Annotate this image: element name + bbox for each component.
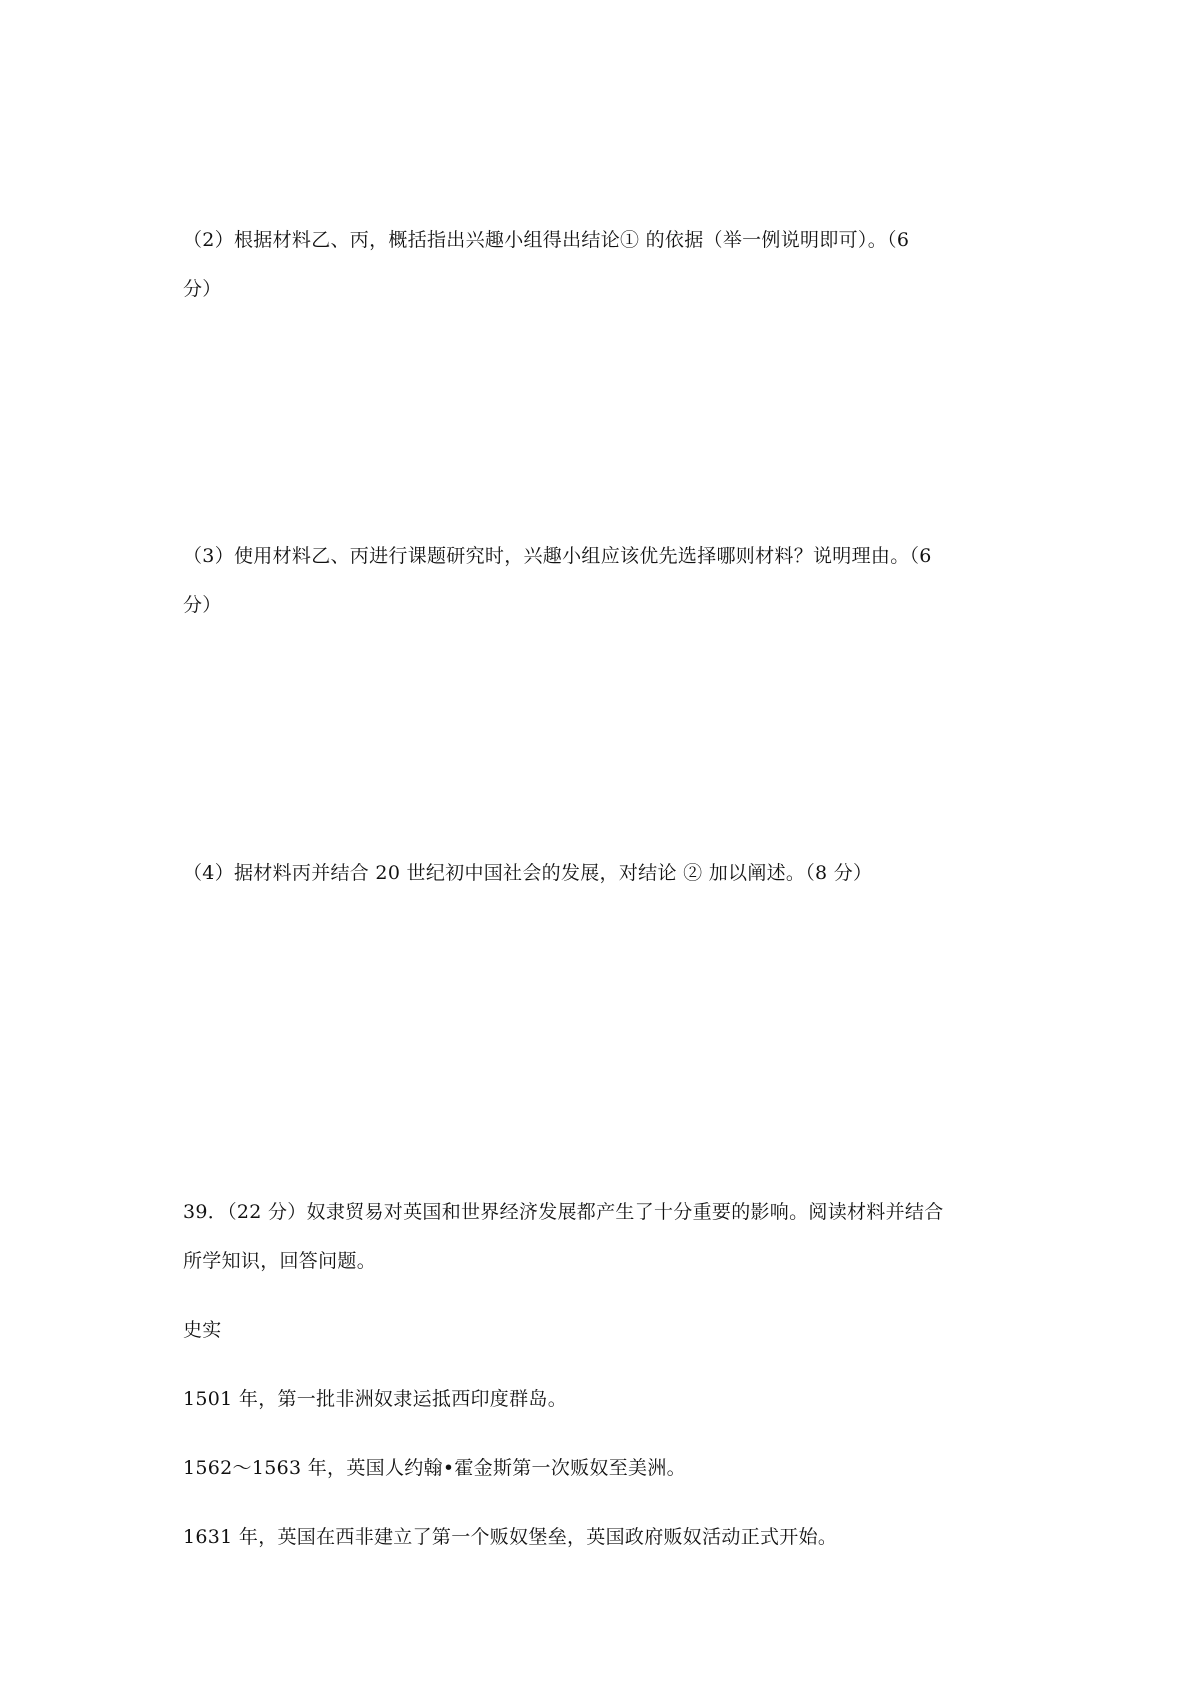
fact-item: 1501 年，第一批非洲奴隶运抵西印度群岛。: [183, 1388, 567, 1410]
question-3-text-continued: 分）: [183, 594, 222, 616]
question-4-text: （4）据材料丙并结合 20 世纪初中国社会的发展，对结论 ② 加以阐述。（8 分）: [183, 862, 873, 884]
question-2-text-continued: 分）: [183, 278, 222, 300]
section-heading-historical-facts: 史实: [183, 1319, 222, 1341]
fact-item: 1562～1563 年，英国人约翰•霍金斯第一次贩奴至美洲。: [183, 1457, 686, 1479]
fact-item: 1631 年，英国在西非建立了第一个贩奴堡垒，英国政府贩奴活动正式开始。: [183, 1526, 838, 1548]
question-39-text: 39．（22 分）奴隶贸易对英国和世界经济发展都产生了十分重要的影响。阅读材料并结合: [183, 1201, 944, 1223]
question-39-text-continued: 所学知识，回答问题。: [183, 1250, 377, 1272]
question-2-text: （2）根据材料乙、丙，概括指出兴趣小组得出结论① 的依据（举一例说明即可）。（6: [183, 229, 910, 251]
question-3-text: （3）使用材料乙、丙进行课题研究时，兴趣小组应该优先选择哪则材料？说明理由。（6: [183, 545, 932, 567]
